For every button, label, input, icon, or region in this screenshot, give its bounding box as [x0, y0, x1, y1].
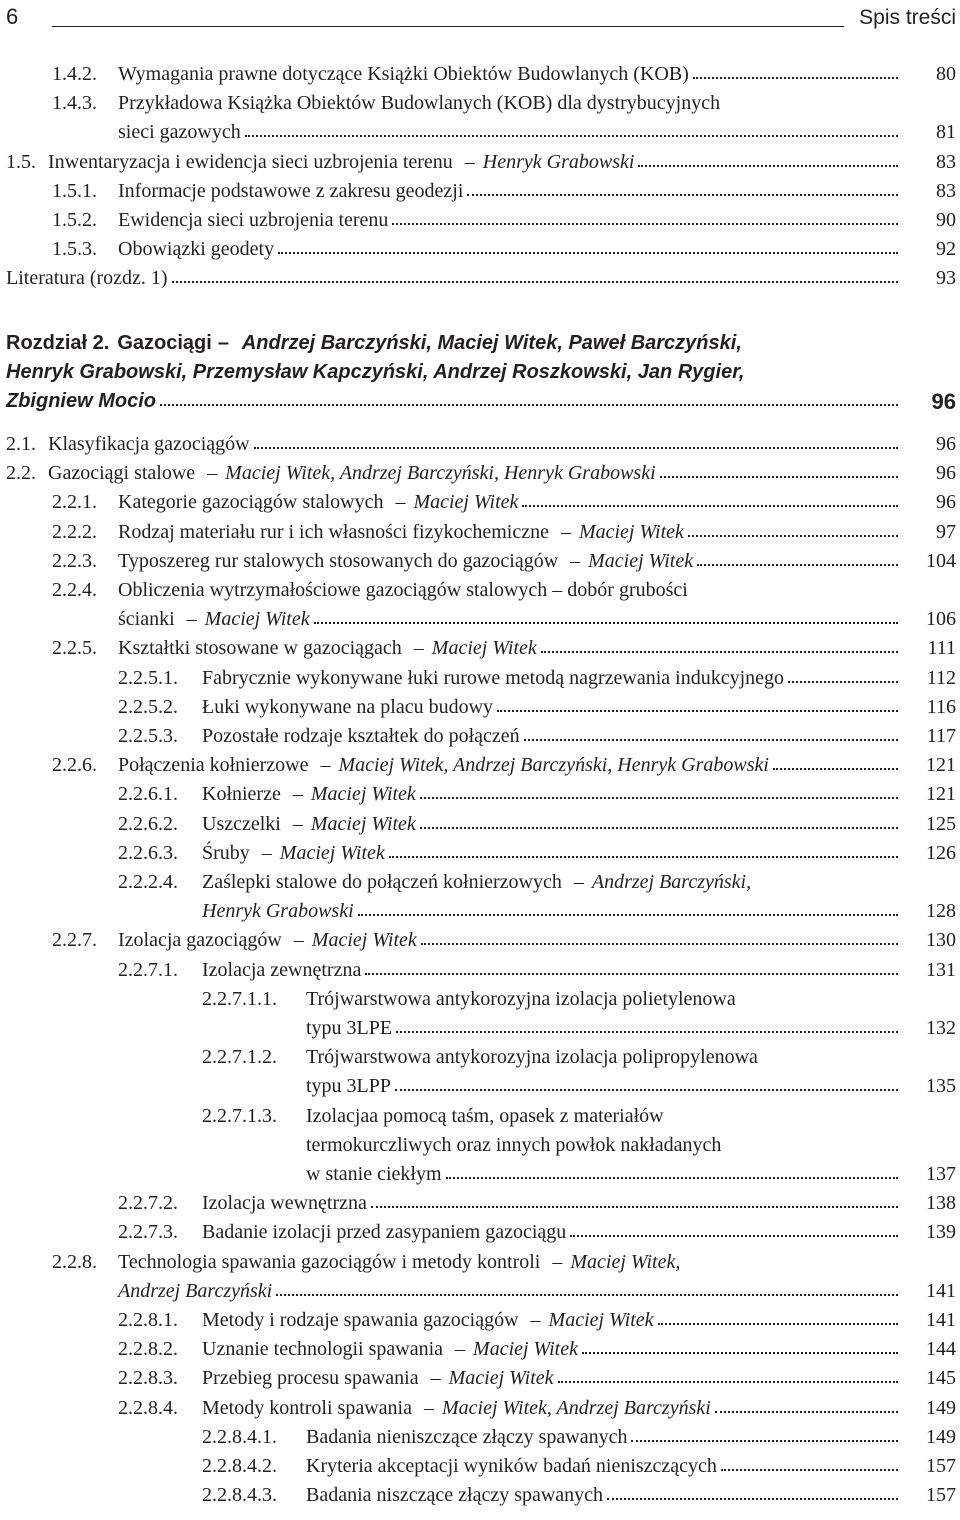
entry-number: 1.4.2. [52, 63, 97, 85]
author-dash: – [573, 871, 584, 893]
page-number: 104 [926, 549, 956, 572]
entry-title: Pozostałe rodzaje kształtek do połączeń [202, 725, 520, 747]
page-number: 125 [926, 812, 956, 835]
entry-number: 1.4.3. [52, 92, 97, 115]
page-number: 80 [936, 63, 956, 85]
entry-author: Maciej Witek [279, 841, 385, 864]
entry-title: Fabrycznie wykonywane łuki rurowe metodą nagrzewania indukcyjnego [202, 666, 785, 689]
entry-number: 2.2.7.2. [118, 1192, 178, 1215]
page-number: 128 [926, 900, 956, 923]
chapter-authors: Andrzej Barczyński, Maciej Witek, Paweł Barczyński, [241, 332, 742, 354]
entry-author: Maciej Witek, Andrzej Barczyński, Henryk Grabowski [225, 462, 656, 485]
author-dash: – [292, 812, 303, 835]
page-number: 157 [926, 1484, 956, 1507]
author-dash: – [261, 841, 272, 864]
leader-dots [660, 476, 898, 478]
entry-title: Uznanie technologii spawania [202, 1338, 444, 1361]
entry-title: Kołnierze [202, 783, 281, 806]
entry-number: 2.2.5.1. [118, 666, 178, 689]
entry-author: Henryk Grabowski [482, 150, 635, 173]
entry-number: 2.2.5.2. [118, 695, 178, 718]
chapter-authors-row [0, 387, 960, 416]
entry-number: 2.2.7.1.3. [202, 1104, 277, 1127]
entry-title: Typoszereg rur stalowych stosowanych do gazociągów [118, 549, 559, 572]
entry-number: 2.2.8.2. [118, 1338, 178, 1361]
leader-dots [697, 564, 898, 566]
page-number: 90 [936, 209, 956, 231]
page-number: 96 [936, 433, 956, 455]
chapter-authors: Henryk Grabowski, Przemysław Kapczyński, Andrzej Roszkowski, Jan Rygier, [6, 361, 745, 384]
leader-dots [160, 404, 898, 406]
entry-number: 1.5.3. [52, 238, 97, 261]
chapter-authors-row [0, 358, 960, 387]
entry-title: typu 3LPE [306, 1017, 393, 1039]
leader-dots [358, 914, 898, 916]
entry-title: Trójwarstwowa antykorozyjna izolacja polipropylenowa [306, 1046, 758, 1069]
entry-number: 2.2.8.4. [118, 1396, 178, 1419]
page-number: 83 [936, 179, 956, 202]
entry-title: termokurczliwych oraz innych powłok nakładanych [306, 1133, 722, 1156]
entry-author: Maciej Witek [310, 812, 416, 835]
page-number: 139 [926, 1221, 956, 1244]
entry-number: 1.5.1. [52, 179, 97, 202]
entry-title: Badanie izolacji przed zasypaniem gazociągu [202, 1221, 567, 1244]
leader-dots [365, 973, 898, 975]
author-dash: – [320, 754, 331, 777]
entry-title: Izolacja wewnętrzna [202, 1192, 367, 1215]
entry-number: 2.2.2. [52, 520, 97, 543]
author-dash: – [560, 520, 571, 543]
entry-title: Informacje podstawowe z zakresu geodezji [118, 179, 464, 202]
page-number: 117 [926, 725, 956, 747]
leader-dots [420, 797, 898, 799]
page-number: 126 [926, 841, 956, 864]
entry-title: Uszczelki [202, 812, 281, 835]
leader-dots [582, 1352, 898, 1354]
entry-title: Obowiązki geodety [118, 238, 275, 261]
leader-dots [607, 1498, 898, 1500]
page-number: 144 [926, 1338, 956, 1361]
entry-number: 2.2.4. [52, 579, 97, 601]
leader-dots [631, 1440, 898, 1442]
page-number: 112 [926, 666, 956, 689]
entry-title: Rodzaj materiału rur i ich własności fizykochemiczne [118, 520, 549, 543]
entry-author: Maciej Witek [431, 637, 537, 660]
page-number: 81 [936, 121, 956, 144]
page-number: 138 [926, 1192, 956, 1215]
entry-title: Inwentaryzacja i ewidencja sieci uzbrojenia terenu [48, 150, 453, 173]
leader-dots [721, 1469, 898, 1471]
leader-dots [693, 77, 898, 79]
author-dash: – [464, 150, 475, 173]
page-number: 130 [926, 929, 956, 952]
page-number: 157 [926, 1455, 956, 1477]
entry-author: Maciej Witek, Andrzej Barczyński [441, 1396, 711, 1419]
leader-dots [658, 1323, 899, 1325]
page-number: 149 [926, 1425, 956, 1448]
entry-title: sieci gazowych [118, 121, 241, 144]
entry-title: Przykładowa Książka Obiektów Budowlanych (KOB) dla dystrybucyjnych [118, 92, 721, 115]
leader-dots [392, 223, 898, 225]
page-number: 141 [926, 1279, 956, 1302]
author-dash: – [413, 637, 424, 660]
leader-dots [715, 1411, 898, 1413]
entry-title: Gazociągi stalowe [48, 462, 196, 485]
entry-title: Łuki wykonywane na placu budowy [202, 695, 494, 718]
leader-dots [541, 651, 898, 653]
entry-number: 2.2.8.3. [118, 1367, 178, 1390]
entry-author: Henryk Grabowski [202, 900, 354, 923]
entry-author: Maciej Witek [588, 549, 694, 572]
entry-title: Kryteria akceptacji wyników badań nieniszczących [306, 1455, 717, 1477]
author-dash: – [292, 783, 303, 806]
entry-number: 2.2.6.2. [118, 812, 178, 835]
entry-number: 2.2.7.3. [118, 1221, 178, 1244]
entry-title: Śruby [202, 841, 250, 864]
author-dash: – [430, 1367, 441, 1390]
author-dash: – [552, 1250, 563, 1273]
leader-dots [420, 827, 898, 829]
page-number: 137 [926, 1163, 956, 1185]
page-number: 121 [926, 783, 956, 806]
page-number: 131 [926, 958, 956, 981]
entry-title: Przebieg procesu spawania [202, 1367, 419, 1390]
entry-number: 1.5. [6, 150, 36, 173]
entry-number: 2.2. [6, 462, 36, 485]
entry-number: 2.2.6. [52, 754, 97, 777]
page-number: 93 [936, 267, 956, 290]
entry-title: Klasyfikacja gazociągów [48, 433, 250, 455]
entry-number: 2.2.6.1. [118, 783, 178, 806]
page-number: 149 [926, 1396, 956, 1419]
entry-title: Technologia spawania gazociągów i metody kontroli [118, 1250, 541, 1273]
leader-dots [371, 1206, 898, 1208]
entry-author: Maciej Witek, Andrzej Barczyński, Henryk Grabowski [338, 754, 769, 777]
leader-dots [245, 135, 898, 137]
chapter-authors: Zbigniew Mocio [6, 390, 156, 413]
author-dash: – [217, 332, 229, 354]
entry-author: Maciej Witek [473, 1338, 578, 1361]
entry-author: Maciej Witek [413, 491, 519, 514]
entry-number: 2.2.7.1. [118, 958, 178, 981]
page-number: 106 [926, 608, 956, 631]
entry-title: Kategorie gazociągów stalowych [118, 491, 384, 514]
author-dash: – [423, 1396, 434, 1419]
entry-author: Andrzej Barczyński [118, 1279, 273, 1302]
page-number: 83 [936, 150, 956, 173]
leader-dots [558, 1381, 898, 1383]
leader-dots [524, 739, 898, 741]
entry-title: Obliczenia wytrzymałościowe gazociągów stalowych – dobór grubości [118, 579, 688, 601]
leader-dots [395, 1089, 898, 1091]
running-header-title: Spis treści [859, 6, 956, 29]
entry-title: Izolacja gazociągów [118, 929, 282, 952]
leader-dots [688, 535, 898, 537]
entry-title: Izolacja zewnętrzna [202, 958, 362, 981]
entry-number: 2.2.8.1. [118, 1309, 178, 1331]
author-dash: – [570, 549, 581, 572]
author-dash: – [207, 462, 218, 485]
entry-author: Maciej Witek [310, 783, 416, 806]
author-dash: – [186, 608, 197, 631]
entry-title: Badania niszczące złączy spawanych [306, 1484, 604, 1507]
entry-author: Maciej Witek [448, 1367, 554, 1390]
entry-number: 2.2.8.4.3. [202, 1484, 277, 1507]
entry-number: 2.2.5. [52, 637, 97, 660]
leader-dots [522, 505, 898, 507]
entry-title: Literatura (rozdz. 1) [6, 267, 168, 290]
leader-dots [254, 447, 898, 449]
entry-title: Ewidencja sieci uzbrojenia terenu [118, 209, 389, 231]
page-number: 135 [926, 1075, 956, 1098]
page-number: 132 [926, 1017, 956, 1039]
entry-title: Wymagania prawne dotyczące Książki Obiektów Budowlanych (KOB) [118, 63, 689, 85]
chapter-heading [0, 329, 960, 358]
entry-number: 2.2.7.1.1. [202, 987, 277, 1010]
entry-title: Izolacjaa pomocą taśm, opasek z materiałów [306, 1104, 664, 1127]
leader-dots [773, 768, 898, 770]
author-dash: – [455, 1338, 466, 1361]
leader-dots [788, 681, 898, 683]
entry-number: 2.2.8.4.2. [202, 1455, 277, 1477]
leader-dots [638, 165, 898, 167]
page-number: 141 [926, 1309, 956, 1331]
page-number: 96 [936, 462, 956, 485]
page-number: 111 [927, 637, 956, 660]
leader-dots [467, 194, 898, 196]
entry-author: Maciej Witek [578, 520, 684, 543]
entry-number: 2.2.2.4. [118, 871, 178, 893]
entry-number: 2.2.7. [52, 929, 97, 952]
entry-number: 2.2.7.1.2. [202, 1046, 277, 1069]
page-number: 116 [926, 695, 956, 718]
author-dash: – [530, 1309, 541, 1331]
entry-number: 2.1. [6, 433, 36, 455]
entry-number: 2.2.1. [52, 491, 97, 514]
leader-dots [278, 252, 898, 254]
leader-dots [497, 710, 898, 712]
author-dash: – [293, 929, 304, 952]
page-number: 145 [926, 1367, 956, 1390]
page-number: 121 [926, 754, 956, 777]
leader-dots [172, 281, 898, 283]
leader-dots [314, 622, 898, 624]
entry-title: Kształtki stosowane w gazociągach [118, 637, 402, 660]
chapter-title: Gazociągi [117, 332, 212, 354]
entry-number: 2.2.6.3. [118, 841, 178, 864]
entry-number: 2.2.3. [52, 549, 97, 572]
page-number: 92 [936, 238, 956, 261]
entry-author: Maciej Witek [204, 608, 310, 631]
entry-author: Maciej Witek [548, 1309, 654, 1331]
entry-title: Połączenia kołnierzowe [118, 754, 309, 777]
entry-title: ścianki [118, 608, 175, 631]
page-number: 97 [936, 520, 956, 543]
chapter-label: Rozdział 2. [6, 332, 110, 354]
entry-number: 2.2.8.4.1. [202, 1425, 277, 1448]
entry-title: Zaślepki stalowe do połączeń kołnierzowych [202, 871, 562, 893]
entry-title: typu 3LPP [306, 1075, 392, 1098]
leader-dots [276, 1294, 898, 1296]
entry-number: 1.5.2. [52, 209, 97, 231]
entry-author: Maciej Witek [311, 929, 417, 952]
entry-number: 2.2.5.3. [118, 725, 178, 747]
entry-author: Andrzej Barczyński, [591, 871, 752, 893]
entry-title: Trójwarstwowa antykorozyjna izolacja polietylenowa [306, 987, 736, 1010]
entry-author: Maciej Witek, [570, 1250, 681, 1273]
leader-dots [446, 1177, 898, 1179]
leader-dots [570, 1235, 898, 1237]
entry-title: Badania nieniszczące złączy spawanych [306, 1425, 628, 1448]
entry-title: Metody i rodzaje spawania gazociągów [202, 1309, 519, 1331]
page-number: 6 [6, 4, 19, 29]
leader-dots [421, 943, 898, 945]
page-number: 96 [936, 491, 956, 514]
author-dash: – [395, 491, 406, 514]
entry-title: Metody kontroli spawania [202, 1396, 412, 1419]
leader-dots [396, 1031, 898, 1033]
chapter-page: 96 [931, 389, 956, 415]
entry-number: 2.2.8. [52, 1250, 97, 1273]
leader-dots [389, 856, 898, 858]
entry-title: w stanie ciekłym [306, 1163, 442, 1185]
